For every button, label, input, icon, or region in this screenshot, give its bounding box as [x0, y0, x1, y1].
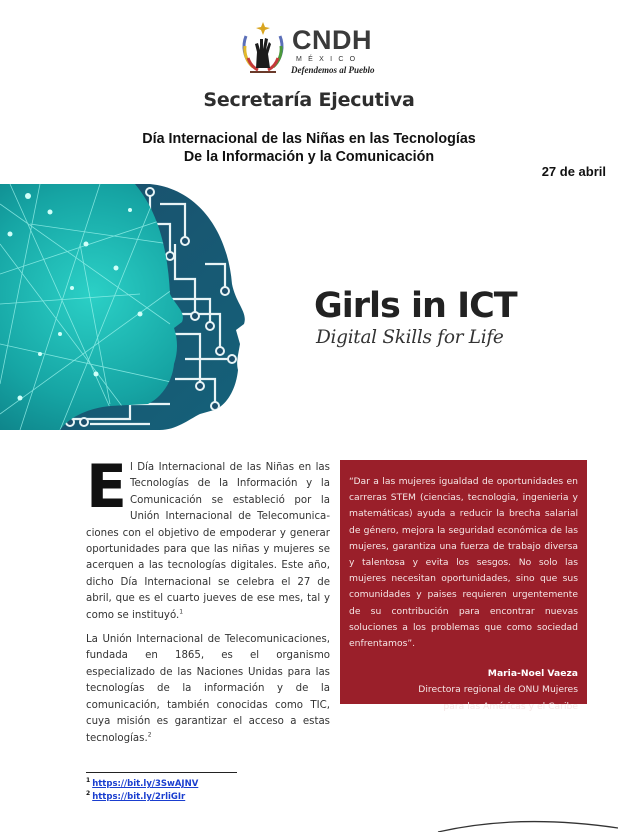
banner-subtitle: Digital Skills for Life — [316, 327, 504, 348]
footnote-divider — [86, 772, 237, 773]
quote-author: Maria-Noel Vaeza — [487, 668, 578, 680]
footnote-ref-2[interactable]: 2 — [147, 731, 152, 739]
drop-cap: E — [86, 452, 127, 522]
paragraph-2-text: La Unión Internacional de Telecomunicaciones, fundada en 1865, es el organismo especializado de las Naciones Unidas para las tecnologías de la información y de la comunicación, también conocidas como TIC, cuya misión es garantizar el acceso a estas tecnologías. — [86, 634, 330, 744]
quote-role-line-1: Directora regional de ONU Mujeres — [418, 684, 578, 696]
footnote-ref-1[interactable]: 1 — [179, 608, 184, 616]
footnote-number: 2 — [86, 790, 91, 798]
footnote-2 — [86, 791, 198, 804]
quote-text: “Dar a las mujeres igualdad de oportunidades en carreras STEM (ciencias, tecnologia, ingenieria y matemáticas) ayuda a reducir la brecha salarial de género, mejora la seguridad económica de las mujeres, garantiza una fuerza de trabajo diversa y talentosa y evita los sesgos. No solo las mujeres necesitan oportunidades, sino que sus comunidades y paises requieren urgentemente de su contribución para encontrar nuevas soluciones a los problemas que como sociedad enfrentamos”. — [349, 476, 578, 650]
subtitle-line-2: De la Información y la Comunicación — [183, 149, 435, 165]
quote-box — [340, 460, 587, 712]
footnote-1 — [86, 778, 198, 791]
section-title: Secretaría Ejecutiva — [203, 89, 415, 111]
footnote-link-1[interactable]: https://bit.ly/3SwAJNV — [92, 779, 199, 789]
paragraph-1-text: l Día Internacional de las Niñas en las Tecnologías de la Información y la Comunicación se estableció por la Unión Internacional de Telecomunicaciones con el objetivo de empoderar y generar oportunidades para que las niñas y mujeres se acerquen a las tecnologías digitales. Este año, dicho Día Internacional se celebra el 27 de abril, que es el cuarto jueves de ese mes, tal y como se instituyó. — [86, 462, 330, 621]
quote-role-line-2: para las Américas y el Caribe — [443, 700, 578, 712]
logo-country: MÉXICO — [296, 56, 362, 63]
article-paragraph-1 — [86, 452, 330, 624]
subtitle-line-1: Día Internacional de las Niñas en las Tecnologías — [142, 131, 476, 147]
banner-title: Girls in ICT — [314, 286, 517, 326]
footnotes — [86, 778, 198, 804]
document-subtitle — [0, 130, 618, 166]
footnote-number: 1 — [86, 777, 91, 785]
cndh-emblem-icon — [240, 22, 286, 76]
article-paragraph-2 — [86, 632, 330, 747]
logo-slogan: Defendemos al Pueblo — [291, 65, 375, 75]
document-date: 27 de abril — [541, 164, 606, 179]
logo-wordmark: CNDH — [292, 25, 372, 55]
cndh-logo — [240, 22, 380, 78]
decorative-curve — [400, 800, 618, 832]
article-body — [86, 452, 330, 755]
footnote-link-2[interactable]: https://bit.ly/2rliGIr — [92, 792, 186, 802]
head-silhouette-circuit-image — [0, 184, 262, 430]
